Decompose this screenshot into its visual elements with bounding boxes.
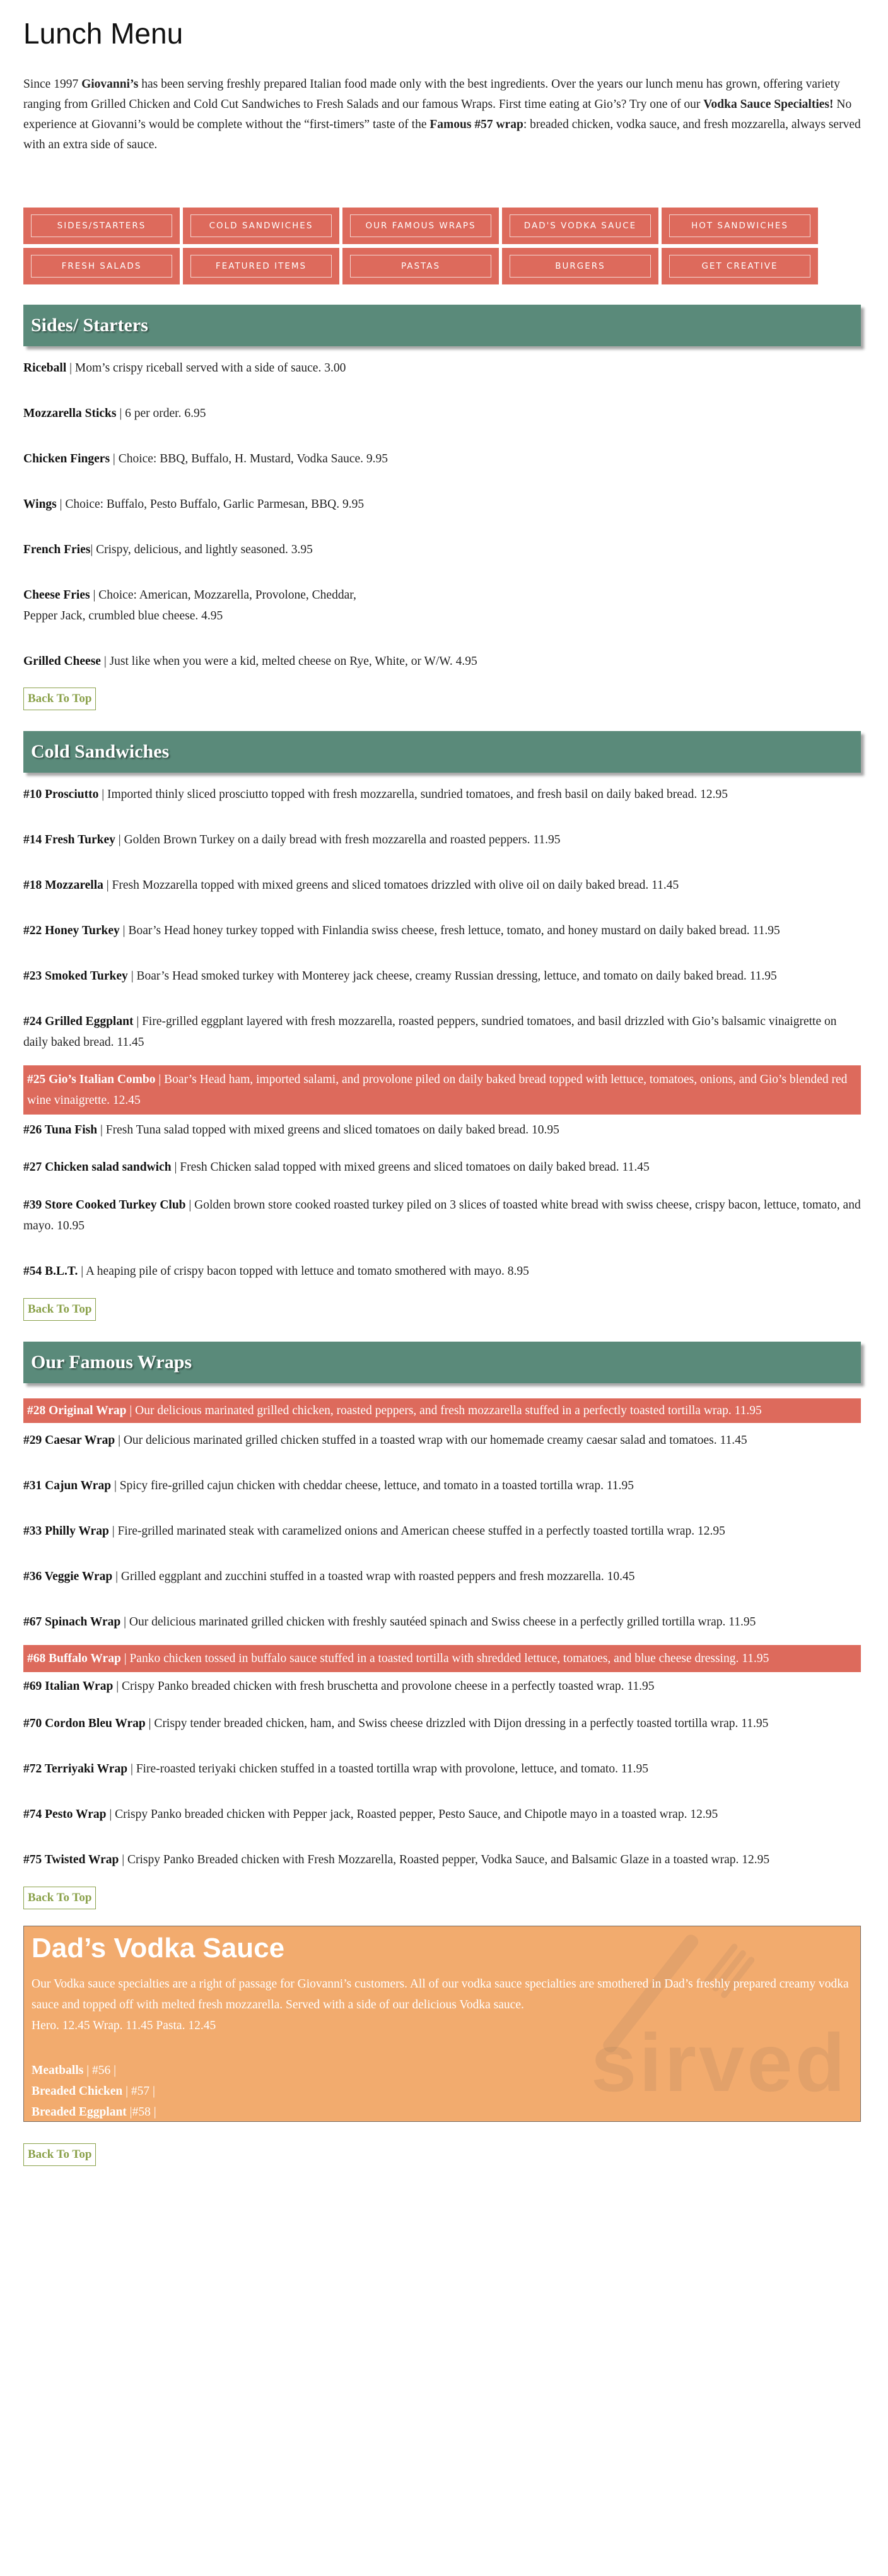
item-desc: | Fire-grilled marinated steak with caramelized onions and American cheese stuffed in a perfectly toasted tortilla wrap. 12.95 [108,1525,725,1538]
nav-vodka-sauce[interactable]: DAD'S VODKA SAUCE [510,214,651,237]
item-desc: | Crispy Panko Breaded chicken with Fresh Mozzarella, Roasted pepper, Vodka Sauce, and Balsamic Glaze in a toasted wrap. 12.95 [119,1853,770,1866]
menu-item [23,784,861,805]
menu-item-highlighted [23,1398,861,1423]
menu-item [23,1120,861,1140]
vodka-prices: Hero. 12.45 Wrap. 11.45 Pasta. 12.45 [32,2019,216,2032]
item-desc: Pepper Jack, crumbled blue cheese. 4.95 [23,609,223,623]
menu-item [23,1849,861,1870]
item-desc: | Fresh Tuna salad topped with mixed greens and sliced tomatoes on daily baked bread. 10.95 [97,1123,559,1137]
menu-item [23,1713,861,1734]
item-name: #70 Cordon Bleu Wrap [23,1717,146,1730]
item-name: Wings [23,498,57,511]
menu-item [23,829,861,850]
back-to-top-button[interactable]: Back To Top [23,688,96,710]
menu-item [23,585,861,626]
menu-item-highlighted [23,1645,861,1672]
item-name: #36 Veggie Wrap [23,1570,113,1583]
menu-item [23,1261,861,1282]
item-name: #22 Honey Turkey [23,924,120,937]
item-name: #29 Caesar Wrap [23,1434,115,1447]
vodka-item [32,2060,156,2081]
item-name: Cheese Fries [23,588,90,602]
menu-item [23,1195,861,1236]
item-name: #75 Twisted Wrap [23,1853,119,1866]
item-desc: | Grilled eggplant and zucchini stuffed in a toasted wrap with roasted peppers and fresh mozzarella. 10.45 [112,1570,635,1583]
menu-item [23,1566,861,1587]
item-desc: | Fresh Mozzarella topped with mixed greens and sliced tomatoes drizzled with olive oil on daily baked bread. 11.45 [103,879,679,892]
menu-item [23,1430,861,1451]
section-nav [23,208,856,284]
nav-cell [342,208,499,244]
item-desc: | Choice: Buffalo, Pesto Buffalo, Garlic Parmesan, BBQ. 9.95 [56,498,365,511]
menu-item [23,1804,861,1825]
item-desc: | Fire-roasted teriyaki chicken stuffed in a toasted tortilla wrap with provolone, lettuce, and tomato. 11.95 [127,1762,648,1776]
nav-cell [23,208,180,244]
item-name: Riceball [23,361,67,375]
nav-cell [183,208,339,244]
item-name: French Fries [23,543,91,556]
item-name: #18 Mozzarella [23,879,103,892]
menu-item [23,651,861,672]
intro-text: has been serving freshly prepared Italian food made only with the best ingredients. Over the years our lunch menu has grown, offering variety ranging from Grilled Chicken and Cold Cut Sandwiches to Fresh Salads and our famous Wraps. First time eating at Gio’s? Try one of our [23,78,840,111]
item-name: Breaded Eggplant [32,2105,127,2119]
menu-item [23,966,861,986]
vodka-title: Dad’s Vodka Sauce [32,1933,285,1964]
item-desc: | Spicy fire-grilled cajun chicken with cheddar cheese, lettuce, and tomato in a toasted tortilla wrap. 11.95 [111,1479,634,1492]
intro-text: Since 1997 [23,78,82,91]
item-number: | #57 | [122,2085,155,2098]
item-desc: | Our delicious marinated grilled chicken with freshly sautéed spinach and Swiss cheese in a perfectly grilled tortilla wrap. 11.95 [120,1615,756,1629]
item-desc: | Choice: American, Mozzarella, Provolone, Cheddar, [90,588,356,602]
item-desc: | Fresh Chicken salad topped with mixed greens and sliced tomatoes on daily baked bread. 11.45 [171,1161,650,1174]
menu-item [23,1612,861,1632]
back-to-top-button[interactable]: Back To Top [23,1887,96,1909]
item-desc: | Fire-grilled eggplant layered with fresh mozzarella, roasted peppers, sundried tomatoes, and basil drizzled with Gio’s balsamic vinaigrette on daily baked bread. 11.45 [23,1015,837,1049]
item-desc: | Crispy, delicious, and lightly seasoned. 3.95 [90,543,313,556]
item-desc: | Crispy Panko breaded chicken with fresh bruschetta and provolone cheese in a perfectly toasted wrap. 11.95 [113,1680,655,1693]
nav-featured-items[interactable]: FEATURED ITEMS [190,255,332,278]
back-to-top-wrap [23,1298,865,1321]
item-name: #26 Tuna Fish [23,1123,98,1137]
sirved-watermark: sirved [590,2017,848,2109]
section-header-famous-wraps: Our Famous Wraps [23,1342,861,1383]
vodka-description [32,1974,851,2036]
nav-cell [662,248,818,284]
page-title: Lunch Menu [23,17,184,50]
menu-item [23,358,861,378]
item-name: Breaded Chicken [32,2085,123,2098]
item-desc: | Just like when you were a kid, melted cheese on Rye, White, or W/W. 4.95 [100,655,477,668]
nav-sides-starters[interactable]: SIDES/STARTERS [31,214,172,237]
intro-bold: Giovanni’s [81,78,139,91]
item-name: #28 Original Wrap [27,1404,127,1417]
section-header-cold-sandwiches: Cold Sandwiches [23,731,861,773]
item-desc: | Our delicious marinated grilled chicken stuffed in a toasted wrap with our homemade creamy caesar salad and tomatoes. 11.45 [115,1434,747,1447]
item-name: Mozzarella Sticks [23,407,117,420]
back-to-top-wrap [23,688,865,710]
menu-item [23,494,861,515]
item-name: #23 Smoked Turkey [23,969,128,983]
nav-get-creative[interactable]: GET CREATIVE [669,255,810,278]
nav-burgers[interactable]: BURGERS [510,255,651,278]
menu-item [23,920,861,941]
item-desc: | A heaping pile of crispy bacon topped with lettuce and tomato smothered with mayo. 8.95 [78,1265,529,1278]
item-name: #24 Grilled Eggplant [23,1015,134,1028]
item-name: #33 Philly Wrap [23,1525,109,1538]
menu-item [23,1676,861,1697]
nav-cell [502,248,658,284]
nav-pastas[interactable]: PASTAS [350,255,491,278]
nav-famous-wraps[interactable]: OUR FAMOUS WRAPS [350,214,491,237]
item-number: |#58 | [126,2105,156,2119]
item-name: #31 Cajun Wrap [23,1479,112,1492]
back-to-top-button[interactable]: Back To Top [23,1298,96,1321]
menu-item [23,1157,861,1178]
intro-bold: Vodka Sauce Specialties! [703,98,834,111]
menu-item [23,1759,861,1779]
vodka-item [32,2102,156,2122]
item-name: #72 Terriyaki Wrap [23,1762,128,1776]
item-name: Meatballs [32,2064,84,2077]
menu-item [23,1475,861,1496]
item-name: #39 Store Cooked Turkey Club [23,1198,186,1212]
menu-item [23,539,861,560]
vodka-item [32,2081,156,2102]
nav-fresh-salads[interactable]: FRESH SALADS [31,255,172,278]
menu-item [23,1011,861,1053]
item-desc: | Panko chicken tossed in buffalo sauce stuffed in a toasted tortilla with shredded lettuce, tomatoes, and blue cheese dressing. 11.95 [120,1652,769,1665]
menu-item [23,403,861,424]
item-name: #25 Gio’s Italian Combo [27,1073,156,1086]
item-desc: | Crispy Panko breaded chicken with Pepper jack, Roasted pepper, Pesto Sauce, and Chipotle mayo in a toasted wrap. 12.95 [106,1808,718,1821]
item-name: #68 Buffalo Wrap [27,1652,121,1665]
vodka-desc-text: Our Vodka sauce specialties are a right of passage for Giovanni’s customers. All of our vodka sauce specialties are smothered in Dad’s freshly prepared creamy vodka sauce and topped off with melted fresh mozzarella. Served with a side of our delicious Vodka sauce. [32,1977,849,2011]
nav-cell [662,208,818,244]
item-desc: | Boar’s Head honey turkey topped with Finlandia swiss cheese, fresh lettuce, tomato, and honey mustard on daily baked bread. 11.95 [119,924,780,937]
item-name: #27 Chicken salad sandwich [23,1161,172,1174]
item-desc: | Golden Brown Turkey on a daily bread with fresh mozzarella and roasted peppers. 11.95 [115,833,561,846]
item-desc: | Golden brown store cooked roasted turkey piled on 3 slices of toasted white bread with swiss cheese, crispy bacon, lettuce, tomato, and mayo. 10.95 [23,1198,861,1232]
item-desc: | Our delicious marinated grilled chicken, roasted peppers, and fresh mozzarella stuffed in a perfectly toasted tortilla wrap. 11.95 [126,1404,762,1417]
menu-item [23,875,861,896]
item-number: | #56 | [83,2064,117,2077]
content [23,0,865,2166]
intro-bold: Famous #57 wrap [429,118,523,131]
intro-text: : breaded chicken, vodka sauce, and fresh mozzarella, always served with an extra side of sauce. [23,118,861,151]
item-desc: | 6 per order. 6.95 [116,407,206,420]
intro-paragraph [23,74,865,155]
item-name: #67 Spinach Wrap [23,1615,121,1629]
section-header-sides: Sides/ Starters [23,305,861,346]
item-desc: | Boar’s Head ham, imported salami, and provolone piled on daily baked bread topped with lettuce, tomatoes, onions, and Gio’s blended red wine vinaigrette. 12.45 [27,1073,848,1107]
nav-cell [183,248,339,284]
nav-cold-sandwiches[interactable]: COLD SANDWICHES [190,214,332,237]
nav-hot-sandwiches[interactable]: HOT SANDWICHES [669,214,810,237]
item-name: #54 B.L.T. [23,1265,78,1278]
back-to-top-wrap [23,2143,865,2166]
item-name: Grilled Cheese [23,655,101,668]
item-name: #74 Pesto Wrap [23,1808,107,1821]
back-to-top-wrap [23,1887,865,1909]
item-desc: | Imported thinly sliced prosciutto topped with fresh mozzarella, sundried tomatoes, and fresh basil on daily baked bread. 12.95 [98,788,728,801]
item-name: Chicken Fingers [23,452,110,465]
item-name: #69 Italian Wrap [23,1680,114,1693]
item-desc: | Crispy tender breaded chicken, ham, and Swiss cheese drizzled with Dijon dressing in a perfectly toasted tortilla wrap. 11.95 [145,1717,769,1730]
item-name: #14 Fresh Turkey [23,833,115,846]
menu-item-highlighted [23,1065,861,1115]
item-name: #10 Prosciutto [23,788,99,801]
vodka-item-list [32,2060,156,2122]
menu-item [23,1521,861,1542]
menu-item [23,448,861,469]
back-to-top-button[interactable]: Back To Top [23,2143,96,2166]
nav-cell [502,208,658,244]
nav-cell [342,248,499,284]
nav-cell [23,248,180,284]
item-desc: | Mom’s crispy riceball served with a side of sauce. 3.00 [66,361,346,375]
item-desc: | Choice: BBQ, Buffalo, H. Mustard, Vodka Sauce. 9.95 [110,452,389,465]
vodka-sauce-box [23,1926,861,2122]
intro-text: No experience at Giovanni’s would be complete without the “first-timers” taste of the [23,98,852,131]
item-desc: | Boar’s Head smoked turkey with Monterey jack cheese, creamy Russian dressing, lettuce, and tomato on daily baked bread. 11.95 [127,969,777,983]
